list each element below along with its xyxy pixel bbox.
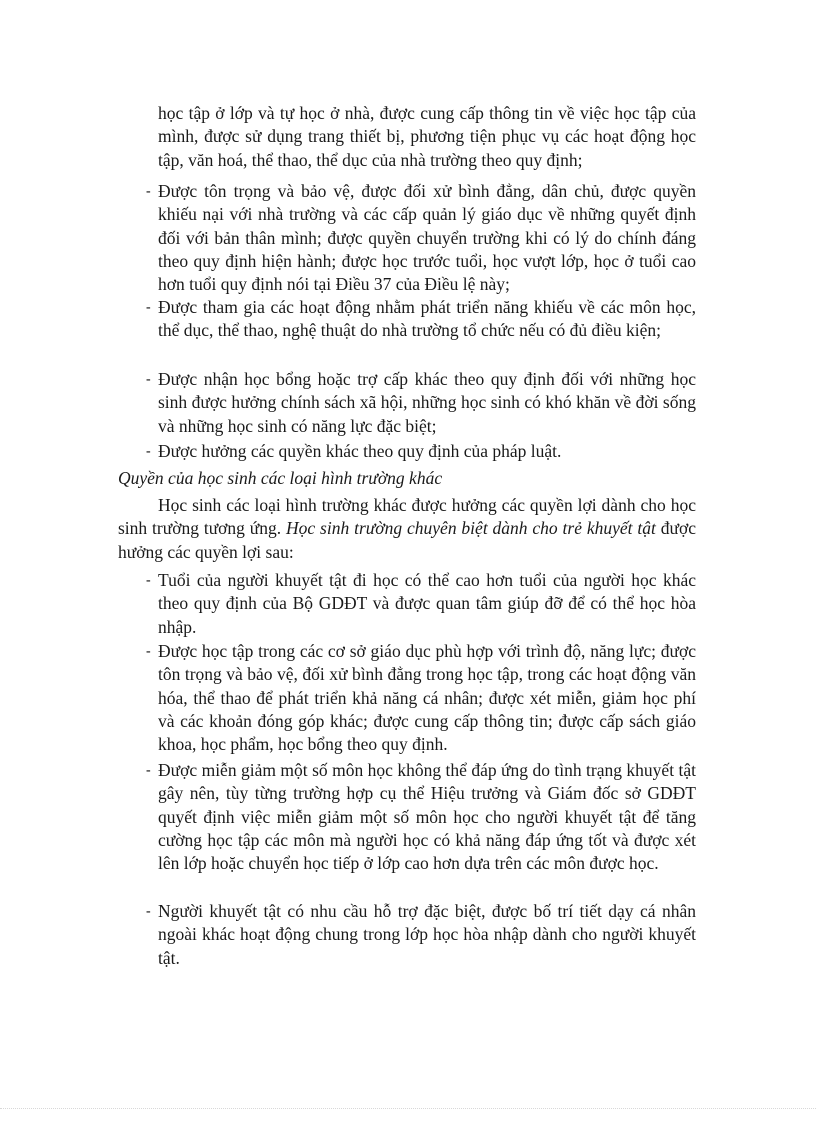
list-item: Tuổi của người khuyết tật đi học có thể cao hơn tuổi của người học khác theo quy định của Bộ GDĐT và được quan tâm giúp đỡ để có thể học hòa nhập. <box>158 570 696 637</box>
list-item: Được tôn trọng và bảo vệ, được đối xử bình đẳng, dân chủ, được quyền khiếu nại với nhà trường và các cấp quản lý giáo dục về những quyết định đối với bản thân mình; được quyền chuyển trường khi có lý do chính đáng theo quy định hiện hành; được học trước tuổi, học vượt lớp, học ở tuổi cao hơn tuổi quy định nói tại Điều 37 của Điều lệ này; <box>158 181 696 295</box>
bullet-marker: - <box>146 184 151 199</box>
list-item: Người khuyết tật có nhu cầu hỗ trợ đặc biệt, được bố trí tiết dạy cá nhân ngoài khác hoạt động chung trong lớp học hòa nhập dành cho người khuyết tật. <box>158 901 696 968</box>
bullet-marker: - <box>146 444 151 459</box>
bullet-marker: - <box>146 300 151 315</box>
list-item: Được học tập trong các cơ sở giáo dục phù hợp với trình độ, năng lực; được tôn trọng và bảo vệ, đối xử bình đẳng trong học tập, trong các hoạt động văn hóa, thể thao để phát triển khả năng cá nhân; được xét miễn, giảm học phí và các khoản đóng góp khác; được cung cấp thông tin; được cấp sách giáo khoa, học phẩm, học bổng theo quy định. <box>158 641 696 755</box>
list-item: Được miễn giảm một số môn học không thể đáp ứng do tình trạng khuyết tật gây nên, tùy từng trường hợp cụ thể Hiệu trưởng và Giám đốc sở GDĐT quyết định việc miễn giảm một số môn học cho người khuyết tật để tăng cường học tập các môn mà người học có khả năng đáp ứng tốt và được xét lên lớp hoặc chuyển học tiếp ở lớp cao hơn dựa trên các môn được học. <box>158 760 696 874</box>
section-heading: Quyền của học sinh các loại hình trường khác <box>118 468 443 488</box>
list-item: Được hưởng các quyền khác theo quy định của pháp luật. <box>158 441 562 461</box>
list-item: Được tham gia các hoạt động nhằm phát triển năng khiếu về các môn học, thể dục, thể thao, nghệ thuật do nhà trường tổ chức nếu có đủ điều kiện; <box>158 297 696 341</box>
bullet-marker: - <box>146 644 151 659</box>
bullet-marker: - <box>146 904 151 919</box>
intro-paragraph <box>118 494 696 564</box>
continuation-paragraph: học tập ở lớp và tự học ở nhà, được cung cấp thông tin về việc học tập của mình, được sử dụng trang thiết bị, phương tiện phục vụ các hoạt động học tập, văn hoá, thể thao, thể dục của nhà trường theo quy định; <box>158 103 696 170</box>
list-item: Được nhận học bổng hoặc trợ cấp khác theo quy định đối với những học sinh được hưởng chính sách xã hội, những học sinh có khó khăn về đời sống và những học sinh có năng lực đặc biệt; <box>158 369 696 436</box>
intro-italic-text: Học sinh trường chuyên biệt dành cho trẻ khuyết tật <box>286 518 656 539</box>
page-bottom-divider <box>0 1108 816 1109</box>
bullet-marker: - <box>146 573 151 588</box>
bullet-marker: - <box>146 372 151 387</box>
intro-text-end: được hưởng các quyền lợi sau: <box>118 518 696 562</box>
bullet-marker: - <box>146 763 151 778</box>
intro-text: Học sinh các loại hình trường khác được hưởng các quyền lợi dành cho học sinh trường tương ứng. <box>118 495 696 539</box>
